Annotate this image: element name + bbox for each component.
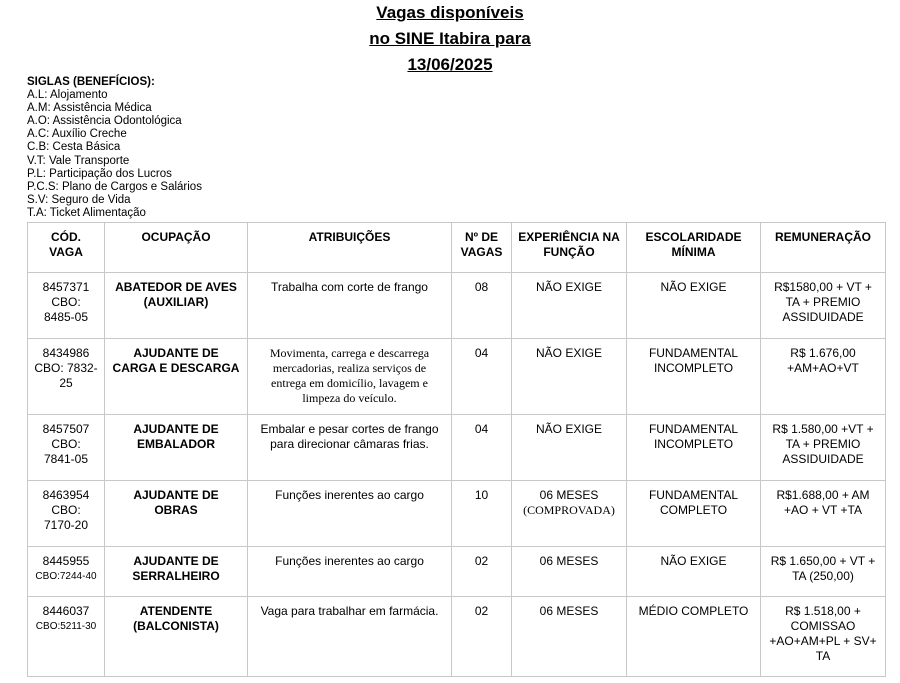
cell-atribuicoes: Funções inerentes ao cargo (248, 481, 452, 547)
header-cod-vaga: CÓD. VAGA (28, 223, 105, 273)
cell-cod-vaga: 8445955 CBO:7244-40 (28, 547, 105, 597)
cell-num-vagas: 04 (452, 415, 512, 481)
cell-num-vagas: 10 (452, 481, 512, 547)
cell-remuneracao: R$ 1.650,00 + VT + TA (250,00) (761, 547, 886, 597)
legend-item: S.V: Seguro de Vida (27, 193, 131, 206)
cell-remuneracao: R$ 1.580,00 +VT + TA + PREMIO ASSIDUIDADE (761, 415, 886, 481)
cell-remuneracao: R$1.688,00 + AM +AO + VT +TA (761, 481, 886, 547)
title-line-2: no SINE Itabira para (369, 29, 531, 48)
legend-item: A.O: Assistência Odontológica (27, 115, 182, 128)
cell-cod-vaga: 8457371 CBO: 8485-05 (28, 273, 105, 339)
table-row (28, 547, 886, 597)
table-header-row (28, 223, 886, 273)
cell-cod-vaga: 8446037 CBO:5211-30 (28, 597, 105, 677)
cell-experiencia: NÃO EXIGE (512, 273, 627, 339)
cell-atribuicoes: Trabalha com corte de frango (248, 273, 452, 339)
cell-ocupacao: AJUDANTE DE SERRALHEIRO (105, 547, 248, 597)
cell-escolaridade: NÃO EXIGE (627, 273, 761, 339)
cell-cod-vaga: 8463954 CBO: 7170-20 (28, 481, 105, 547)
cell-ocupacao: AJUDANTE DE OBRAS (105, 481, 248, 547)
cell-atribuicoes: Vaga para trabalhar em farmácia. (248, 597, 452, 677)
cell-experiencia: NÃO EXIGE (512, 415, 627, 481)
table-row (28, 597, 886, 677)
title-line-1: Vagas disponíveis (376, 3, 524, 22)
cell-ocupacao: AJUDANTE DE CARGA E DESCARGA (105, 339, 248, 415)
cell-remuneracao: R$ 1.676,00 +AM+AO+VT (761, 339, 886, 415)
cell-atribuicoes: Embalar e pesar cortes de frango para direcionar câmaras frias. (248, 415, 452, 481)
header-atribuicoes: ATRIBUIÇÕES (248, 223, 452, 273)
cell-remuneracao: R$1580,00 + VT + TA + PREMIO ASSIDUIDADE (761, 273, 886, 339)
cell-escolaridade: NÃO EXIGE (627, 547, 761, 597)
table-row (28, 415, 886, 481)
table-row (28, 481, 886, 547)
cell-num-vagas: 08 (452, 273, 512, 339)
cell-ocupacao: ATENDENTE (BALCONISTA) (105, 597, 248, 677)
cell-experiencia: 06 MESES (512, 547, 627, 597)
legend-item: C.B: Cesta Básica (27, 141, 121, 154)
header-remuneracao: REMUNERAÇÃO (761, 223, 886, 273)
cell-atribuicoes: Movimenta, carrega e descarrega mercadorias, realiza serviços de entrega em domicílio, lavagem e limpeza do veículo. (248, 339, 452, 415)
benefits-legend (27, 76, 202, 220)
header-escolaridade: ESCOLARIDADE MÍNIMA (627, 223, 761, 273)
legend-item: A.L: Alojamento (27, 89, 108, 102)
legend-item: A.M: Assistência Médica (27, 102, 152, 115)
header-experiencia: EXPERIÊNCIA NA FUNÇÃO (512, 223, 627, 273)
cell-num-vagas: 04 (452, 339, 512, 415)
cell-escolaridade: MÉDIO COMPLETO (627, 597, 761, 677)
legend-item: P.L: Participação dos Lucros (27, 167, 172, 180)
cell-escolaridade: FUNDAMENTAL INCOMPLETO (627, 415, 761, 481)
cell-num-vagas: 02 (452, 547, 512, 597)
cell-cod-vaga: 8457507 CBO: 7841-05 (28, 415, 105, 481)
cell-cod-vaga: 8434986 CBO: 7832- 25 (28, 339, 105, 415)
table-row (28, 339, 886, 415)
cell-ocupacao: ABATEDOR DE AVES (AUXILIAR) (105, 273, 248, 339)
cell-experiencia: NÃO EXIGE (512, 339, 627, 415)
legend-heading: SIGLAS (BENEFÍCIOS): (27, 76, 155, 88)
legend-item: P.C.S: Plano de Cargos e Salários (27, 180, 202, 193)
cell-escolaridade: FUNDAMENTAL INCOMPLETO (627, 339, 761, 415)
table-row (28, 273, 886, 339)
header-ocupacao: OCUPAÇÃO (105, 223, 248, 273)
cell-atribuicoes: Funções inerentes ao cargo (248, 547, 452, 597)
legend-item: A.C: Auxílio Creche (27, 128, 127, 141)
cell-remuneracao: R$ 1.518,00 + COMISSAO +AO+AM+PL + SV+ TA (761, 597, 886, 677)
legend-item: T.A: Ticket Alimentação (27, 206, 146, 219)
cell-experiencia: 06 MESES (512, 597, 627, 677)
cell-num-vagas: 02 (452, 597, 512, 677)
cell-experiencia: 06 MESES (COMPROVADA) (512, 481, 627, 547)
cell-ocupacao: AJUDANTE DE EMBALADOR (105, 415, 248, 481)
document-title (0, 0, 900, 78)
title-date: 13/06/2025 (407, 55, 493, 74)
cell-escolaridade: FUNDAMENTAL COMPLETO (627, 481, 761, 547)
job-vacancies-table (27, 222, 886, 677)
header-num-vagas: Nº DE VAGAS (452, 223, 512, 273)
legend-item: V.T: Vale Transporte (27, 154, 130, 167)
